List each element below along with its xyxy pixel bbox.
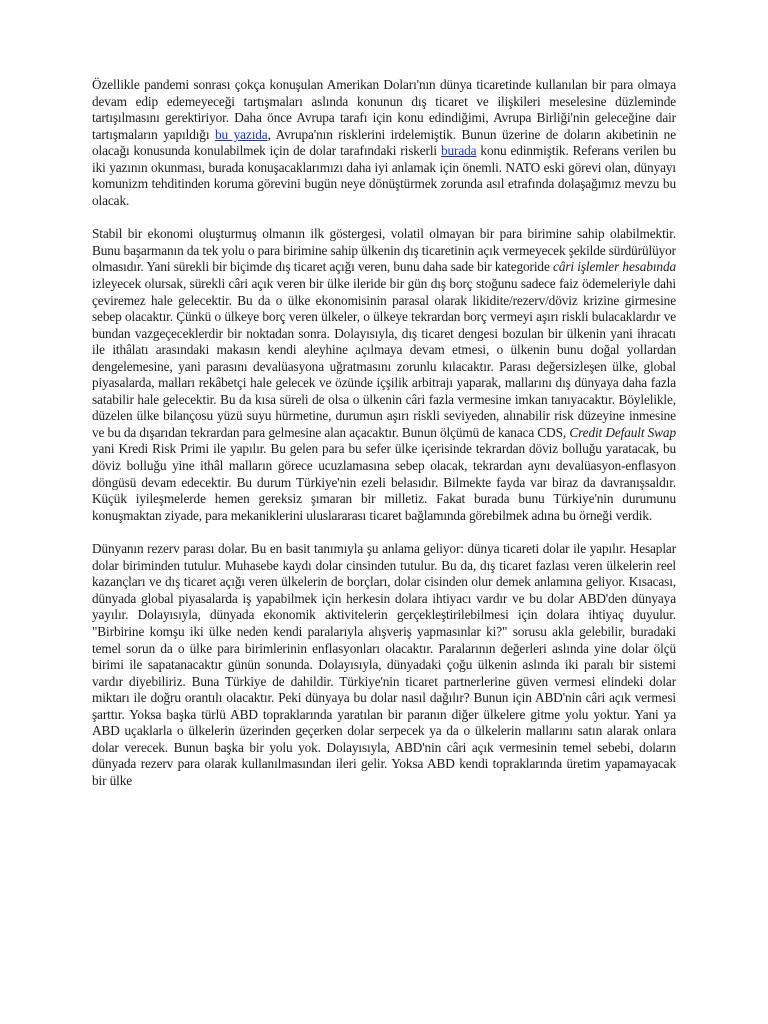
paragraph-3 bbox=[92, 541, 676, 789]
burada-link[interactable]: burada bbox=[440, 143, 477, 159]
credit-default-swap-term: Credit Default Swap bbox=[569, 424, 676, 440]
paragraph-1-text-b: , Avrupa'nın risklerini irdelemiştik. Bunun üzerine de doların akıbetinin ne olacağı konusunda konulabilmek için de dolar tarafındaki riskerli bbox=[92, 126, 676, 159]
paragraph-1-text-a: Özellikle pandemi sonrası çokça konuşulan Amerikan Doları'nın dünya ticaretinde kullanılan bir para olmaya devam edip edemeyeceği tartışmaları aslında konunun dış ticaret ve ilişkileri meselesine düzleminde tartışılmasını gerektiriyor. Daha önce Avrupa tarafı için konu edindiğimi, Avrupa Birliği'nin geleceğine dair tartışmaların yapıldığı bbox=[92, 77, 676, 142]
article-body bbox=[92, 77, 676, 789]
paragraph-2-text-b: izleyecek olursak, sürekli câri açık veren bir ülke ileride bir gün dış borç stoğunu sadece faiz ödemeleriyle dahi çeviremez hale gelecektir. Bu da o ülke ekonomisinin parasal olarak likidite/rezerv/döviz krizine girmesine sebep olacaktır. Çünkü o ülkeye borç veren ülkeler, o ülkeye tekrardan borç vermeyi aşırı riskli bulacaklardır ve bundan vazgeçeceklerdir bir noktadan sonra. Dolayısıyla, dış ticaret dengesi bozulan bir ülkenin yani ihracatı ile ithâlatı arasındaki makasın kendi aleyhine açılmaya devam etmesi, o ülkenin bunu doğal yollardan dengelemesine, yani parasını devalüasyona uğratmasını zorunlu kılacaktır. Parası değersizleşen ülke, global piyasalarda, malları rekâbetçi hale gelecek ve özünde içşilik arbitrajı yaparak, mallarını dış dünyaya daha fazla satabilir hale gelecektir. Bu da kısa süreli de olsa o ülkenin câri fazla vermesine imkan tanıyacaktır. Böylelikle, düzelen ülke bilançosu yüzü suyu hürmetine, durumun aşırı riskli seviyeden, alınabilir risk düzeyine inmesine ve bu da dışarıdan tekrardan para gelmesine alan açacaktır. Bunun ölçümü de kanaca CDS, bbox=[92, 276, 676, 440]
paragraph-2-text-a: Stabil bir ekonomi oluşturmuş olmanın ilk göstergesi, volatil olmayan bir para birimine sahip olabilmektir. Bunu başarmanın da tek yolu o para birimine sahip ülkenin dış ticaretinin açık vermeyecek şekilde sürdürülüyor olmasıdır. Yani sürekli bir biçimde dış ticaret açığı veren, bunu daha sade bir kategoride bbox=[92, 226, 676, 275]
paragraph-1-text-c: konu edinmiştik. Referans verilen bu iki yazının okunması, burada konuşacaklarımızı daha iyi anlamak için önemli. NATO eski görevi olan, dünyayı komunizm tehditinden koruma görevini bugün neye dönüştürmek zorunda asıl etrafında dolaşağımız mevzu bu olacak. bbox=[92, 143, 676, 208]
paragraph-2 bbox=[92, 226, 676, 524]
cari-islemler-term: câri işlemler hesabında bbox=[553, 259, 677, 275]
bu-yazida-link[interactable]: bu yazıda bbox=[214, 126, 268, 142]
paragraph-3-text: Dünyanın rezerv parası dolar. Bu en basit tanımıyla şu anlama geliyor: dünya ticareti dolar ile yapılır. Hesaplar dolar biriminden tutulur. Muhasebe kaydı dolar cinsinden tutulur. Bu da, dış ticaret fazlası veren ülkelerin reel kazançları ve dış ticaret açığı veren ülkelerin de borçları, dolar cisinden olur demek anlamına geliyor. Kısacası, dünyada global piyasalarda iş yapabilmek için herkesin dolara ihtiyacı vardır ve bu dolar ABD'den dünyaya yayılır. Dolayısıyla, dünyada ekonomik aktivitelerin gerçekleştirilebilmesi için dolara ihtiyaç duyulur. "Birbirine komşu iki ülke neden kendi paralarıyla alışveriş yapmasınlar ki?" sorusu akla gelebilir, buradaki temel sorun da o ülke para birimlerinin enflasyonları olacaktır. Paralarının değerleri aslında yine dolar ölçü birimi ile sapatanacaktır günün sonunda. Dolayısıyla, dünyadaki çoğu ülkenin aslında iki paralı bir sistemi vardır diyebiliriz. Buna Türkiye de dahildir. Türkiye'nin ticaret partnerlerine güven vermesi elindeki dolar miktarı ile doğru orantılı olacaktır. Peki dünyaya bu dolar nasıl dağılır? Bunun için ABD'nin câri açık vermesi şarttır. Yoksa başka türlü ABD topraklarında yaratılan bir paranın diğer ülkelere gitme yolu yoktur. Yani ya ABD uçaklarla o ülkelerin üzerinden geçerken dolar serpecek ya da o ülkelerin mallarını satın alarak onlara dolar verecek. Bunun başka bir yolu yok. Dolayısıyla, ABD'nin câri açık vermesinin temel sebebi, doların dünyada rezerv para olarak kullanılmasından ileri gelir. Yoksa ABD kendi topraklarında üretim yapamayacak bir ülke bbox=[92, 541, 676, 788]
paragraph-2-text-c: yani Kredi Risk Primi ile yapılır. Bu gelen para bu sefer ülke içerisinde tekrardan döviz bolluğu yaratacak, bu döviz bolluğu yine ithâl malların görece ucuzlamasına sebep olacak, tekrardan aynı devalüasyon-enflasyon döngüsü devam edecektir. Bu durum Türkiye'nin ezeli belasıdır. Bilmekte fayda var biraz da davranışsaldır. Küçük iyileşmelerde hemen gereksiz şımaran bir milletiz. Fakat burada bunu Türkiye'nin durumunu konuşmaktan ziyade, para mekaniklerini uluslararası ticaret bağlamında görebilmek adına bu örneği verdik. bbox=[92, 441, 676, 523]
paragraph-1 bbox=[92, 77, 676, 209]
